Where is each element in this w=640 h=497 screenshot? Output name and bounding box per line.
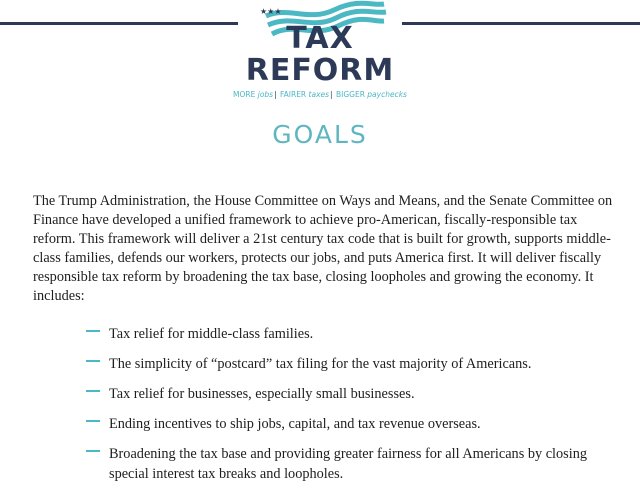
goals-heading: GOALS	[272, 120, 368, 149]
tagline-paychecks: paychecks	[367, 90, 407, 99]
tagline-fairer: FAIRER	[280, 90, 307, 99]
tagline	[200, 90, 440, 99]
logo-title-reform: REFORM	[245, 53, 395, 88]
tagline-divider: |	[274, 90, 277, 99]
goal-text: Tax relief for businesses, especially small businesses.	[109, 386, 415, 402]
tagline-jobs: jobs	[257, 90, 274, 99]
goal-item	[86, 324, 626, 344]
dash-bullet-icon	[86, 360, 100, 362]
goal-item	[86, 414, 626, 434]
tagline-taxes: taxes	[308, 90, 330, 99]
goal-text: Ending incentives to ship jobs, capital, and tax revenue overseas.	[109, 416, 481, 432]
tagline-divider: |	[330, 90, 333, 99]
tagline-bigger: BIGGER	[335, 90, 365, 99]
header-rule-right	[402, 22, 640, 25]
goal-text: Broadening the tax base and providing greater fairness for all Americans by closing special interest tax breaks and loopholes.	[109, 446, 588, 482]
goal-item	[86, 384, 626, 404]
header-rule-left	[0, 22, 238, 25]
goal-text: The simplicity of “postcard” tax filing for the vast majority of Americans.	[109, 356, 532, 372]
tagline-more: MORE	[233, 90, 256, 99]
goal-item	[86, 354, 626, 374]
stars-icon: ★★★	[260, 7, 282, 16]
intro-paragraph: The Trump Administration, the House Committee on Ways and Means, and the Senate Committee on Finance have developed a unified framework to achieve pro-American, fiscally-responsible tax reform. This framework will deliver a 21st century tax code that is built for growth, supports middle-class families, defends our workers, protects our jobs, and puts America first. It will deliver fiscally responsible tax reform by broadening the tax base, closing loopholes and growing the economy. It includes:	[33, 193, 613, 304]
goal-item	[86, 444, 626, 484]
dash-bullet-icon	[86, 390, 100, 392]
goal-text: Tax relief for middle-class families.	[109, 326, 314, 342]
dash-bullet-icon	[86, 450, 100, 452]
dash-bullet-icon	[86, 330, 100, 332]
goals-list	[86, 324, 626, 494]
dash-bullet-icon	[86, 420, 100, 422]
logo-title-tax: TAX	[286, 21, 354, 56]
